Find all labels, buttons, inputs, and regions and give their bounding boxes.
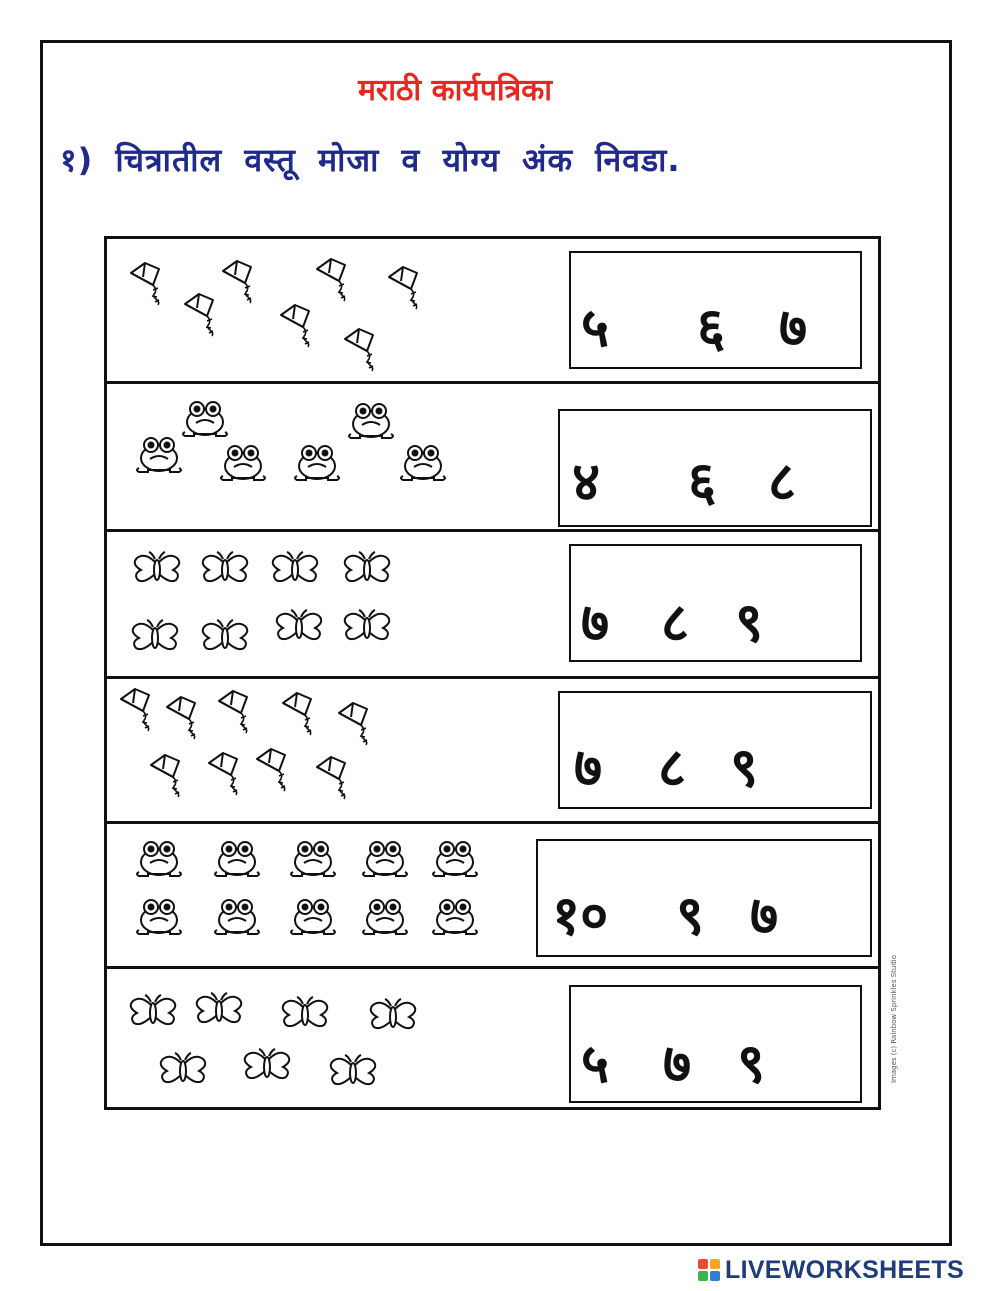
frog-icon — [363, 842, 407, 876]
picture-area-4 — [107, 679, 547, 821]
option-4-2[interactable]: ८ — [658, 736, 687, 799]
butterfly-icon — [345, 610, 390, 639]
instruction-text: १) चित्रातील वस्तू मोजा व योग्य अंक निवडा. — [60, 141, 681, 179]
table-row-4 — [107, 679, 878, 824]
frog-icon — [291, 900, 335, 934]
answer-box-4 — [558, 691, 872, 809]
frog-icon — [291, 842, 335, 876]
brand-name: LIVEWORKSHEETS — [725, 1255, 964, 1284]
butterfly-icon — [345, 552, 390, 581]
answer-box-2 — [558, 409, 872, 527]
kite-icon — [209, 753, 237, 795]
kite-icon — [257, 749, 285, 791]
table-row-5 — [107, 824, 878, 969]
butterfly-icon — [161, 1053, 206, 1082]
table-row-2 — [107, 384, 878, 532]
frog-icon — [183, 402, 227, 436]
frog-icon — [221, 446, 265, 480]
option-4-1[interactable]: ७ — [574, 736, 603, 799]
answer-box-5 — [536, 839, 872, 957]
frog-icon — [401, 446, 445, 480]
butterfly-icon — [283, 997, 328, 1026]
option-2-3[interactable]: ८ — [768, 450, 797, 513]
kite-icon — [317, 259, 345, 301]
picture-area-6 — [107, 969, 547, 1107]
option-2-1[interactable]: ४ — [572, 450, 601, 513]
kite-group-1 — [107, 239, 547, 384]
butterfly-icon — [131, 995, 176, 1024]
option-1-2[interactable]: ६ — [697, 296, 726, 359]
butterfly-group-2 — [107, 969, 547, 1107]
picture-area-5 — [107, 824, 547, 966]
option-6-2[interactable]: ७ — [663, 1032, 692, 1095]
picture-area-2 — [107, 384, 547, 529]
table-row-3 — [107, 532, 878, 679]
frog-icon — [215, 842, 259, 876]
butterfly-icon — [245, 1049, 290, 1078]
frog-icon — [433, 900, 477, 934]
frog-group-2 — [107, 824, 547, 969]
butterfly-icon — [135, 552, 180, 581]
kite-icon — [131, 263, 159, 305]
worksheet-title: मराठी कार्यपत्रिका — [357, 73, 552, 108]
butterfly-icon — [133, 620, 178, 649]
table-row-1 — [107, 239, 878, 384]
option-1-3[interactable]: ७ — [779, 296, 808, 359]
answer-table — [104, 236, 881, 1110]
kite-icon — [167, 697, 195, 739]
kite-icon — [283, 693, 311, 735]
frog-icon — [137, 842, 181, 876]
option-5-3[interactable]: ७ — [750, 884, 779, 947]
kite-icon — [223, 261, 251, 303]
frog-group-1 — [107, 384, 547, 532]
answer-box-6 — [569, 985, 862, 1103]
answer-box-3 — [569, 544, 862, 662]
frog-icon — [137, 900, 181, 934]
option-3-2[interactable]: ८ — [661, 591, 690, 654]
kite-icon — [281, 305, 309, 347]
image-credit — [884, 945, 898, 1105]
kite-icon — [151, 755, 179, 797]
brand-footer[interactable] — [697, 1254, 964, 1286]
frog-icon — [349, 404, 393, 438]
picture-area-3 — [107, 532, 547, 676]
butterfly-icon — [203, 620, 248, 649]
frog-icon — [363, 900, 407, 934]
liveworksheets-logo-icon — [697, 1258, 721, 1282]
butterfly-icon — [273, 552, 318, 581]
butterfly-group-1 — [107, 532, 547, 679]
kite-icon — [185, 294, 213, 336]
option-4-3[interactable]: ९ — [730, 736, 759, 799]
option-5-2[interactable]: ९ — [676, 884, 705, 947]
option-1-1[interactable]: ५ — [581, 296, 610, 359]
frog-icon — [137, 438, 181, 472]
option-2-2[interactable]: ६ — [688, 450, 717, 513]
butterfly-icon — [331, 1055, 376, 1084]
kite-icon — [317, 757, 345, 799]
option-6-3[interactable]: ९ — [737, 1032, 766, 1095]
option-3-1[interactable]: ७ — [581, 591, 610, 654]
kite-icon — [339, 703, 367, 745]
frog-icon — [433, 842, 477, 876]
butterfly-icon — [277, 610, 322, 639]
option-5-1[interactable]: १० — [552, 884, 609, 947]
answer-box-1 — [569, 251, 862, 369]
frog-icon — [295, 446, 339, 480]
table-row-6 — [107, 969, 878, 1107]
butterfly-icon — [203, 552, 248, 581]
kite-group-2 — [107, 679, 547, 824]
kite-icon — [219, 691, 247, 733]
kite-icon — [121, 689, 149, 731]
image-credit-text: Images (c) Rainbow Sprinkles Studio — [890, 955, 898, 1084]
option-3-3[interactable]: ९ — [735, 591, 764, 654]
picture-area-1 — [107, 239, 547, 381]
option-6-1[interactable]: ५ — [581, 1032, 610, 1095]
kite-icon — [389, 267, 417, 309]
kite-icon — [345, 329, 373, 371]
frog-icon — [215, 900, 259, 934]
butterfly-icon — [371, 999, 416, 1028]
butterfly-icon — [197, 993, 242, 1022]
